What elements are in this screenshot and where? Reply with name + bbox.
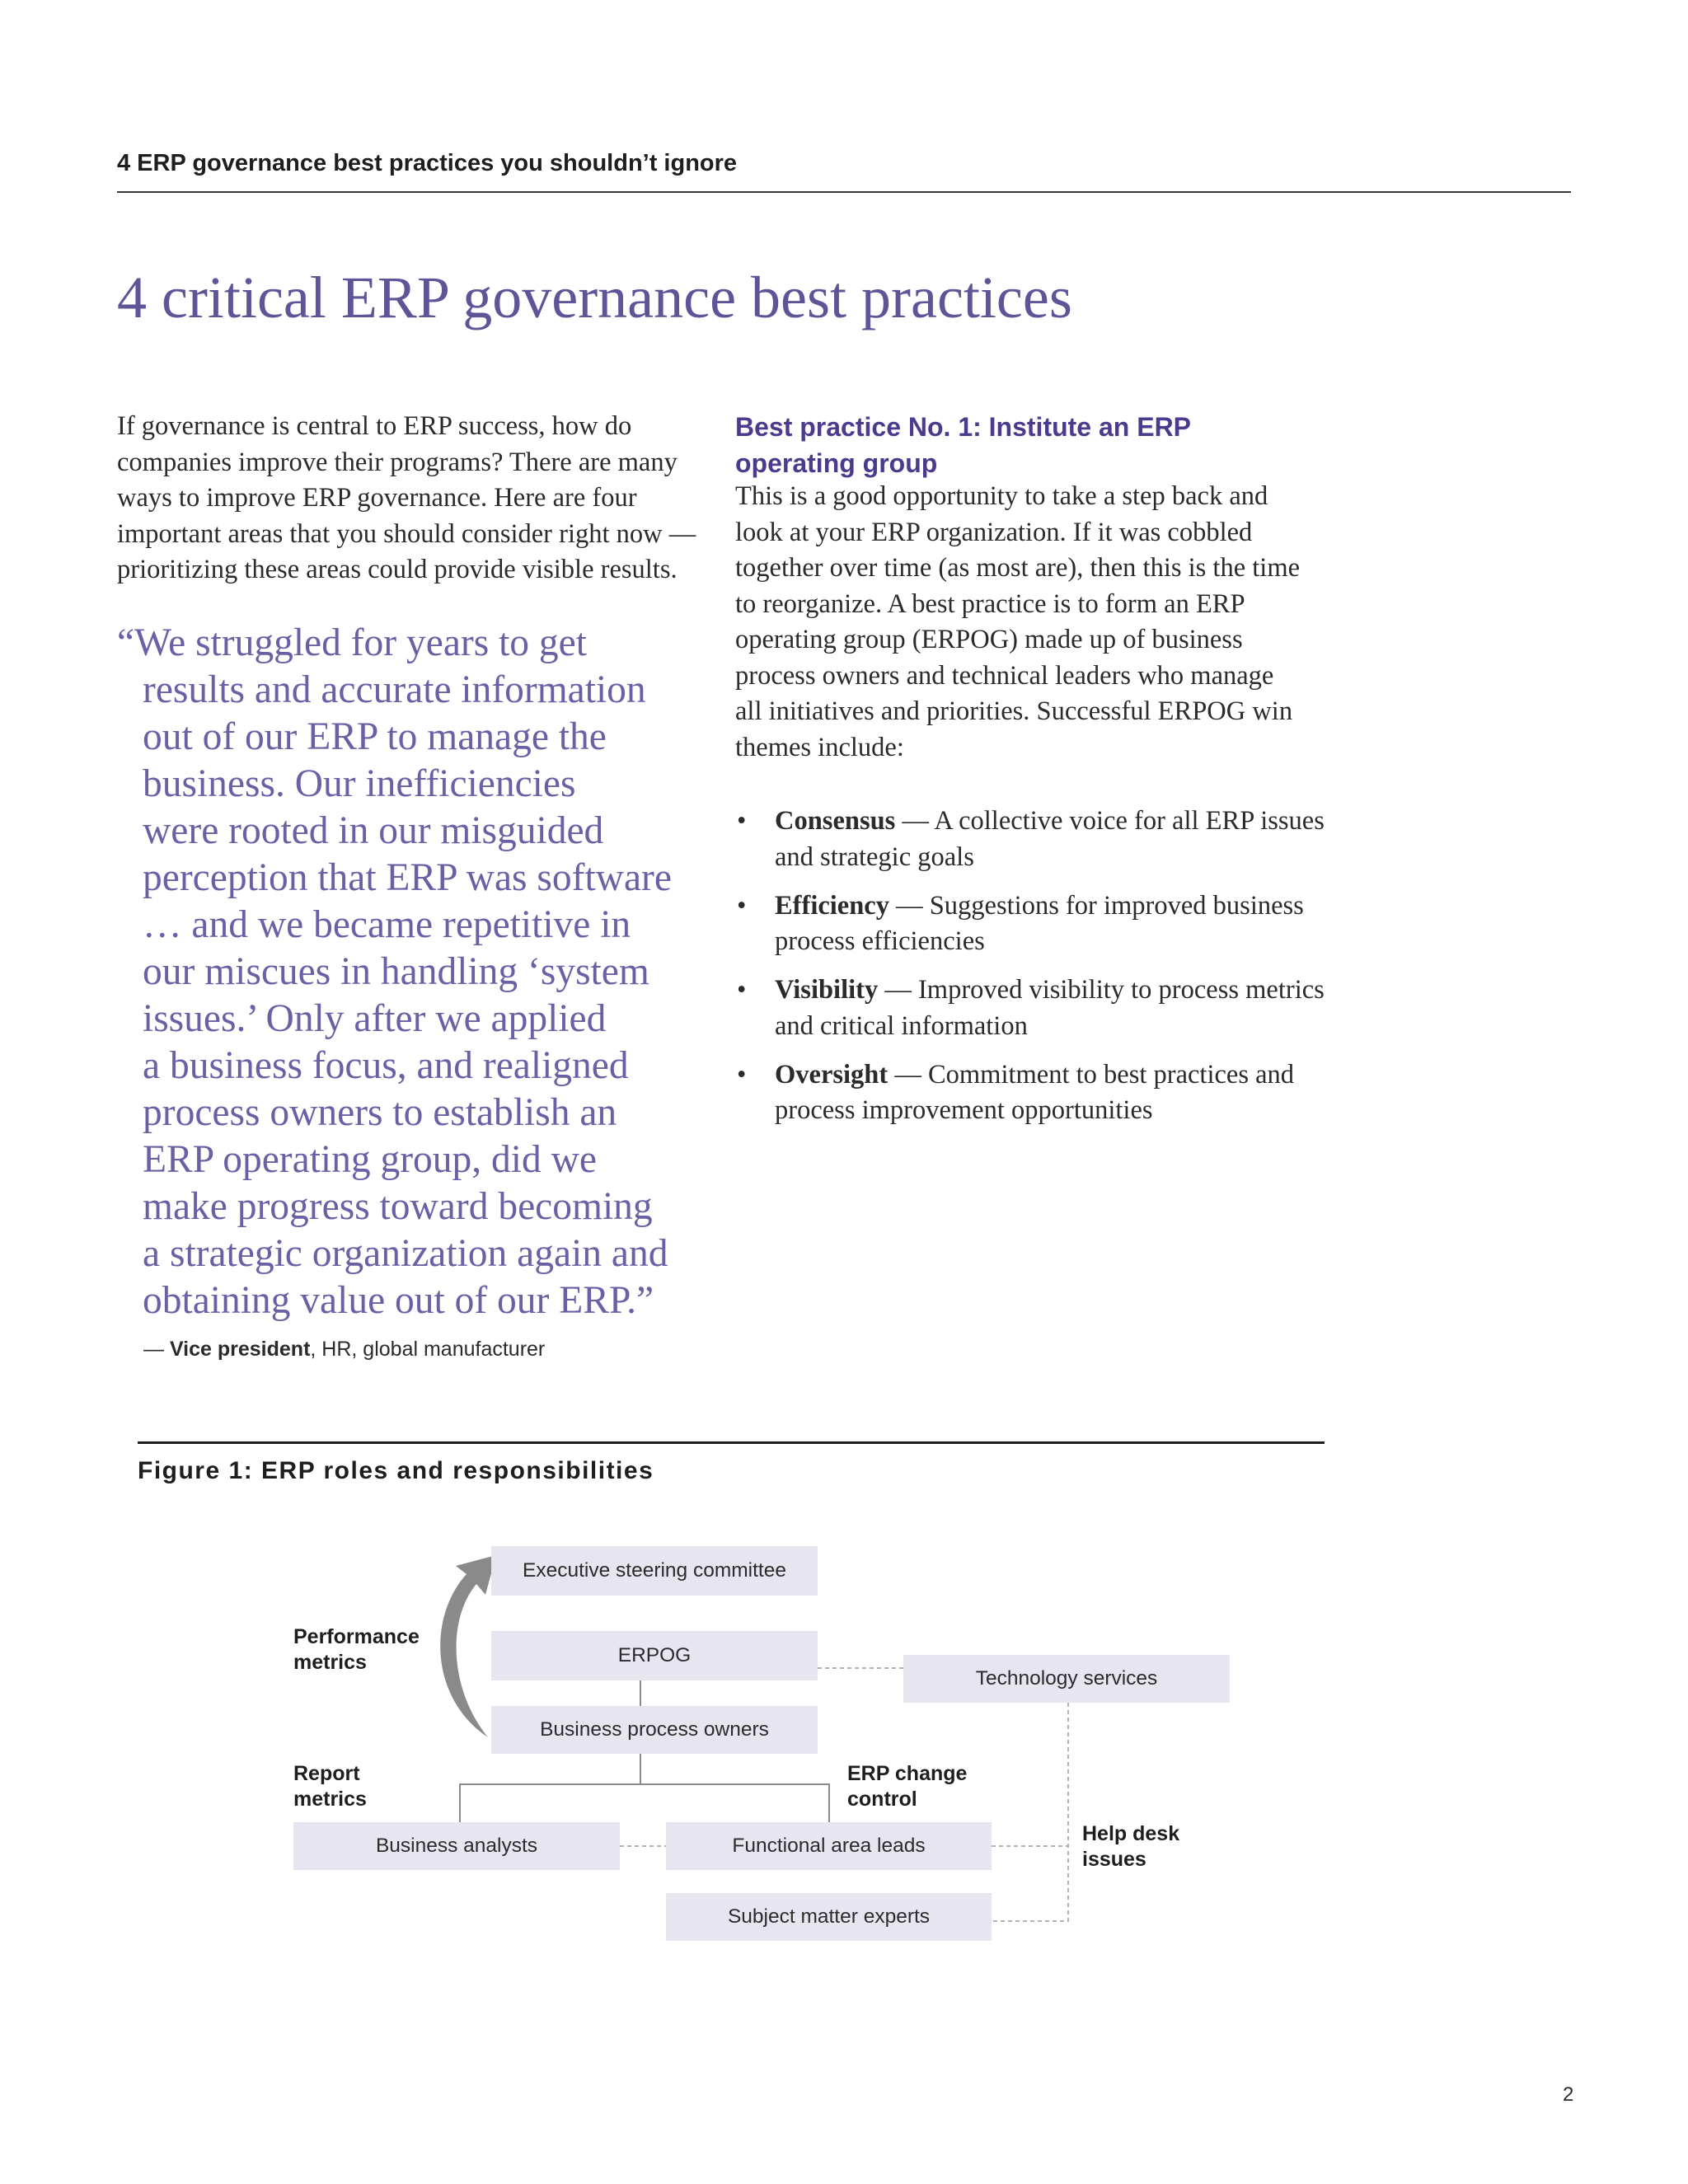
figure-caption: Figure 1: ERP roles and responsibilities — [138, 1457, 654, 1484]
quote-line: make progress toward becoming — [143, 1185, 653, 1228]
quote-line: our miscues in handling ‘system — [143, 950, 649, 993]
executive-steering-committee-box: Executive steering committee — [491, 1546, 818, 1596]
connector-bpo-branches — [460, 1784, 829, 1822]
performance-metrics-label — [293, 1624, 420, 1675]
bullet-term: Efficiency — [775, 890, 889, 921]
quote-line: “We struggled for years to get — [117, 621, 587, 664]
bullet-icon: • — [737, 1059, 747, 1090]
quote-line: obtaining value out of our ERP.” — [143, 1279, 654, 1322]
label-line: control — [847, 1788, 917, 1811]
quote-line: out of our ERP to manage the — [143, 715, 607, 758]
business-process-owners-box: Business process owners — [491, 1706, 818, 1754]
attribution-role: Vice president — [169, 1338, 311, 1361]
functional-area-leads-box: Functional area leads — [666, 1822, 992, 1870]
erpog-box: ERPOG — [491, 1631, 818, 1680]
intro-line: important areas that you should consider right now — — [117, 518, 696, 549]
bullet-text: process efficiencies — [775, 926, 985, 956]
bullet-term: Visibility — [775, 975, 879, 1005]
bullet-term: Oversight — [775, 1059, 889, 1090]
label-line: Help desk — [1082, 1822, 1180, 1845]
heading-line: operating group — [735, 448, 938, 478]
body-line: This is a good opportunity to take a step back and — [735, 481, 1268, 511]
quote-line: ERP operating group, did we — [143, 1138, 598, 1181]
quote-line: results and accurate information — [143, 668, 646, 711]
connector-tech-sme — [992, 1703, 1068, 1921]
quote-line: … and we became repetitive in — [143, 903, 631, 946]
bullet-icon: • — [737, 890, 747, 921]
bullet-icon: • — [737, 975, 747, 1005]
quote-line: issues.’ Only after we applied — [143, 997, 607, 1040]
label-line: ERP change — [847, 1762, 968, 1785]
intro-line: ways to improve ERP governance. Here are four — [117, 483, 637, 513]
label-line: issues — [1082, 1848, 1146, 1871]
bullet-text: — Commitment to best practices and — [894, 1059, 1295, 1090]
quote-line: a business focus, and realigned — [143, 1044, 629, 1087]
curved-arrow-icon — [440, 1555, 496, 1737]
body-line: to reorganize. A best practice is to form an ERP — [735, 588, 1245, 619]
erp-change-control-label — [847, 1761, 967, 1812]
help-desk-issues-label — [1082, 1821, 1179, 1872]
attribution-dash: — — [143, 1338, 170, 1361]
attribution-detail: , HR, global manufacturer — [310, 1338, 546, 1361]
label-line: metrics — [293, 1788, 367, 1811]
body-line: operating group (ERPOG) made up of business — [735, 625, 1243, 654]
label-line: Report — [293, 1762, 360, 1785]
quote-line: perception that ERP was software — [143, 856, 672, 899]
bullet-text: process improvement opportunities — [775, 1095, 1153, 1125]
page-title: 4 critical ERP governance best practices — [117, 265, 1072, 330]
page-number: 2 — [1563, 2083, 1574, 2106]
body-line: process owners and technical leaders who manage — [735, 660, 1274, 691]
heading-line: Best practice No. 1: Institute an ERP — [735, 412, 1192, 442]
quote-line: a strategic organization again and — [143, 1232, 668, 1275]
body-line: all initiatives and priorities. Successful ERPOG win — [735, 696, 1293, 726]
quote-line: were rooted in our misguided — [143, 809, 604, 852]
body-line: look at your ERP organization. If it was cobbled — [735, 517, 1253, 547]
body-line: together over time (as most are), then this is the time — [735, 553, 1301, 583]
intro-line: If governance is central to ERP success, how do — [117, 411, 632, 441]
label-line: Performance — [293, 1625, 420, 1648]
bullet-text: — Improved visibility to process metrics — [884, 975, 1325, 1005]
bullet-text: and critical information — [775, 1010, 1028, 1041]
business-analysts-box: Business analysts — [293, 1822, 620, 1870]
intro-line: companies improve their programs? There are many — [117, 447, 678, 477]
quote-line: process owners to establish an — [143, 1091, 617, 1134]
label-line: metrics — [293, 1651, 367, 1674]
bullet-icon: • — [737, 806, 747, 836]
running-header: 4 ERP governance best practices you shouldn’t ignore — [117, 150, 738, 176]
report-metrics-label — [293, 1761, 367, 1812]
bullet-text: and strategic goals — [775, 841, 974, 872]
bullet-text: — A collective voice for all ERP issues — [902, 806, 1325, 836]
body-line: themes include: — [735, 732, 904, 762]
bullet-term: Consensus — [775, 806, 896, 836]
quote-line: business. Our inefficiencies — [143, 762, 576, 805]
technology-services-box: Technology services — [903, 1655, 1230, 1703]
subject-matter-experts-box: Subject matter experts — [666, 1893, 992, 1941]
bullet-text: — Suggestions for improved business — [896, 890, 1304, 921]
intro-line: prioritizing these areas could provide visible results. — [117, 555, 678, 584]
